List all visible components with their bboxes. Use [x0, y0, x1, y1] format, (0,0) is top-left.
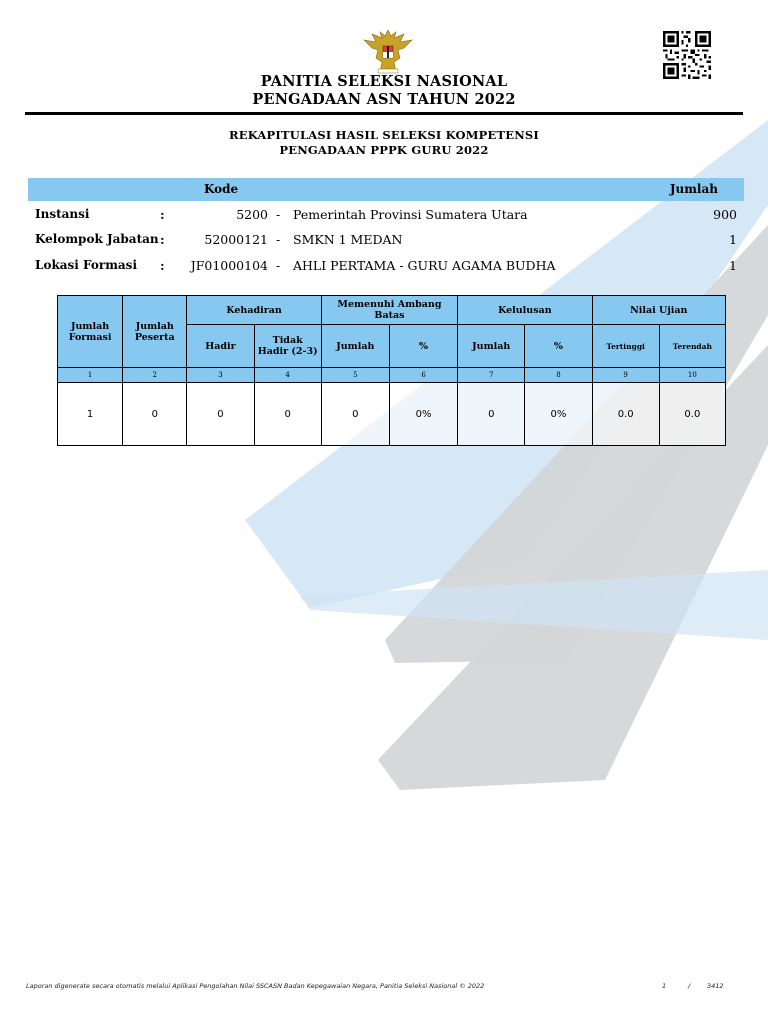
instansi-row	[0, 207, 768, 227]
value-kelulusan-pct: 0%	[525, 383, 592, 446]
instansi-dash: -	[276, 207, 281, 222]
col-kelulusan: Kelulusan	[458, 296, 592, 325]
col-jumlah-peserta: Jumlah Peserta	[123, 296, 187, 368]
col-memenuhi-jumlah: Jumlah	[321, 325, 389, 368]
value-tidak-hadir: 0	[254, 383, 321, 446]
report-title-line2: PENGADAAN PPPK GURU 2022	[279, 143, 489, 157]
page-separator: /	[688, 982, 691, 990]
kelompok-jabatan-name: SMKN 1 MEDAN	[293, 232, 403, 247]
col-memenuhi-pct: %	[389, 325, 457, 368]
instansi-code: 5200	[236, 207, 268, 222]
col-number: 7	[458, 368, 525, 383]
page-number: 1	[662, 982, 667, 990]
col-jumlah-formasi: Jumlah Formasi	[58, 296, 123, 368]
instansi-colon: :	[160, 207, 165, 222]
column-number-row	[58, 368, 726, 383]
value-tertinggi: 0.0	[592, 383, 659, 446]
org-title-line1: PANITIA SELEKSI NASIONAL	[260, 73, 508, 90]
lokasi-formasi-dash: -	[276, 258, 281, 273]
col-number: 6	[389, 368, 457, 383]
value-kelulusan-jumlah: 0	[458, 383, 525, 446]
col-number: 10	[659, 368, 725, 383]
value-jumlah-formasi: 1	[58, 383, 123, 446]
kelompok-jabatan-label: Kelompok Jabatan	[35, 232, 159, 246]
col-nilai-ujian: Nilai Ujian	[592, 296, 725, 325]
report-title-line1: REKAPITULASI HASIL SELEKSI KOMPETENSI	[228, 128, 540, 142]
instansi-count: 900	[713, 207, 737, 222]
value-hadir: 0	[187, 383, 254, 446]
org-title-line2: PENGADAAN ASN TAHUN 2022	[252, 91, 516, 108]
instansi-label: Instansi	[35, 207, 90, 221]
col-tidak-hadir: Tidak Hadir (2-3)	[254, 325, 321, 368]
rekap-table	[57, 295, 726, 446]
jumlah-label: Jumlah	[669, 182, 718, 196]
col-number: 4	[254, 368, 321, 383]
col-number: 3	[187, 368, 254, 383]
kode-label: Kode	[204, 182, 239, 196]
lokasi-formasi-row	[0, 258, 768, 278]
value-memenuhi-pct: 0%	[389, 383, 457, 446]
col-number: 9	[592, 368, 659, 383]
col-hadir: Hadir	[187, 325, 254, 368]
kelompok-jabatan-colon: :	[160, 232, 165, 247]
value-memenuhi-jumlah: 0	[321, 383, 389, 446]
value-jumlah-peserta: 0	[123, 383, 187, 446]
lokasi-formasi-count: 1	[729, 258, 737, 273]
garuda-emblem-icon	[360, 26, 416, 76]
col-memenuhi-ambang-batas: Memenuhi Ambang Batas	[321, 296, 457, 325]
kelompok-jabatan-dash: -	[276, 232, 281, 247]
lokasi-formasi-code: JF01000104	[190, 258, 268, 273]
col-number: 2	[123, 368, 187, 383]
col-number: 8	[525, 368, 592, 383]
lokasi-formasi-label: Lokasi Formasi	[35, 258, 137, 272]
lokasi-formasi-name: AHLI PERTAMA - GURU AGAMA BUDHA	[293, 258, 556, 273]
header-divider	[25, 112, 743, 115]
col-tertinggi: Tertinggi	[592, 325, 659, 368]
kelompok-jabatan-row	[0, 232, 768, 252]
table-row	[58, 383, 726, 446]
col-kelulusan-jumlah: Jumlah	[458, 325, 525, 368]
qr-code-icon	[663, 31, 711, 79]
col-number: 5	[321, 368, 389, 383]
col-terendah: Terendah	[659, 325, 725, 368]
kelompok-jabatan-count: 1	[729, 232, 737, 247]
value-terendah: 0.0	[659, 383, 725, 446]
footer-note: Laporan digenerate secara otomatis melalui Aplikasi Pengolahan Nilai SSCASN Badan Kepegawaian Negara, Panitia Seleksi Nasional © 2022	[26, 982, 485, 990]
kelompok-jabatan-code: 52000121	[204, 232, 268, 247]
summary-header-bar	[28, 178, 744, 201]
header-row-1	[58, 296, 726, 325]
col-number: 1	[58, 368, 123, 383]
total-pages: 3412	[707, 982, 724, 990]
col-kelulusan-pct: %	[525, 325, 592, 368]
lokasi-formasi-colon: :	[160, 258, 165, 273]
instansi-name: Pemerintah Provinsi Sumatera Utara	[293, 207, 528, 222]
col-kehadiran: Kehadiran	[187, 296, 321, 325]
